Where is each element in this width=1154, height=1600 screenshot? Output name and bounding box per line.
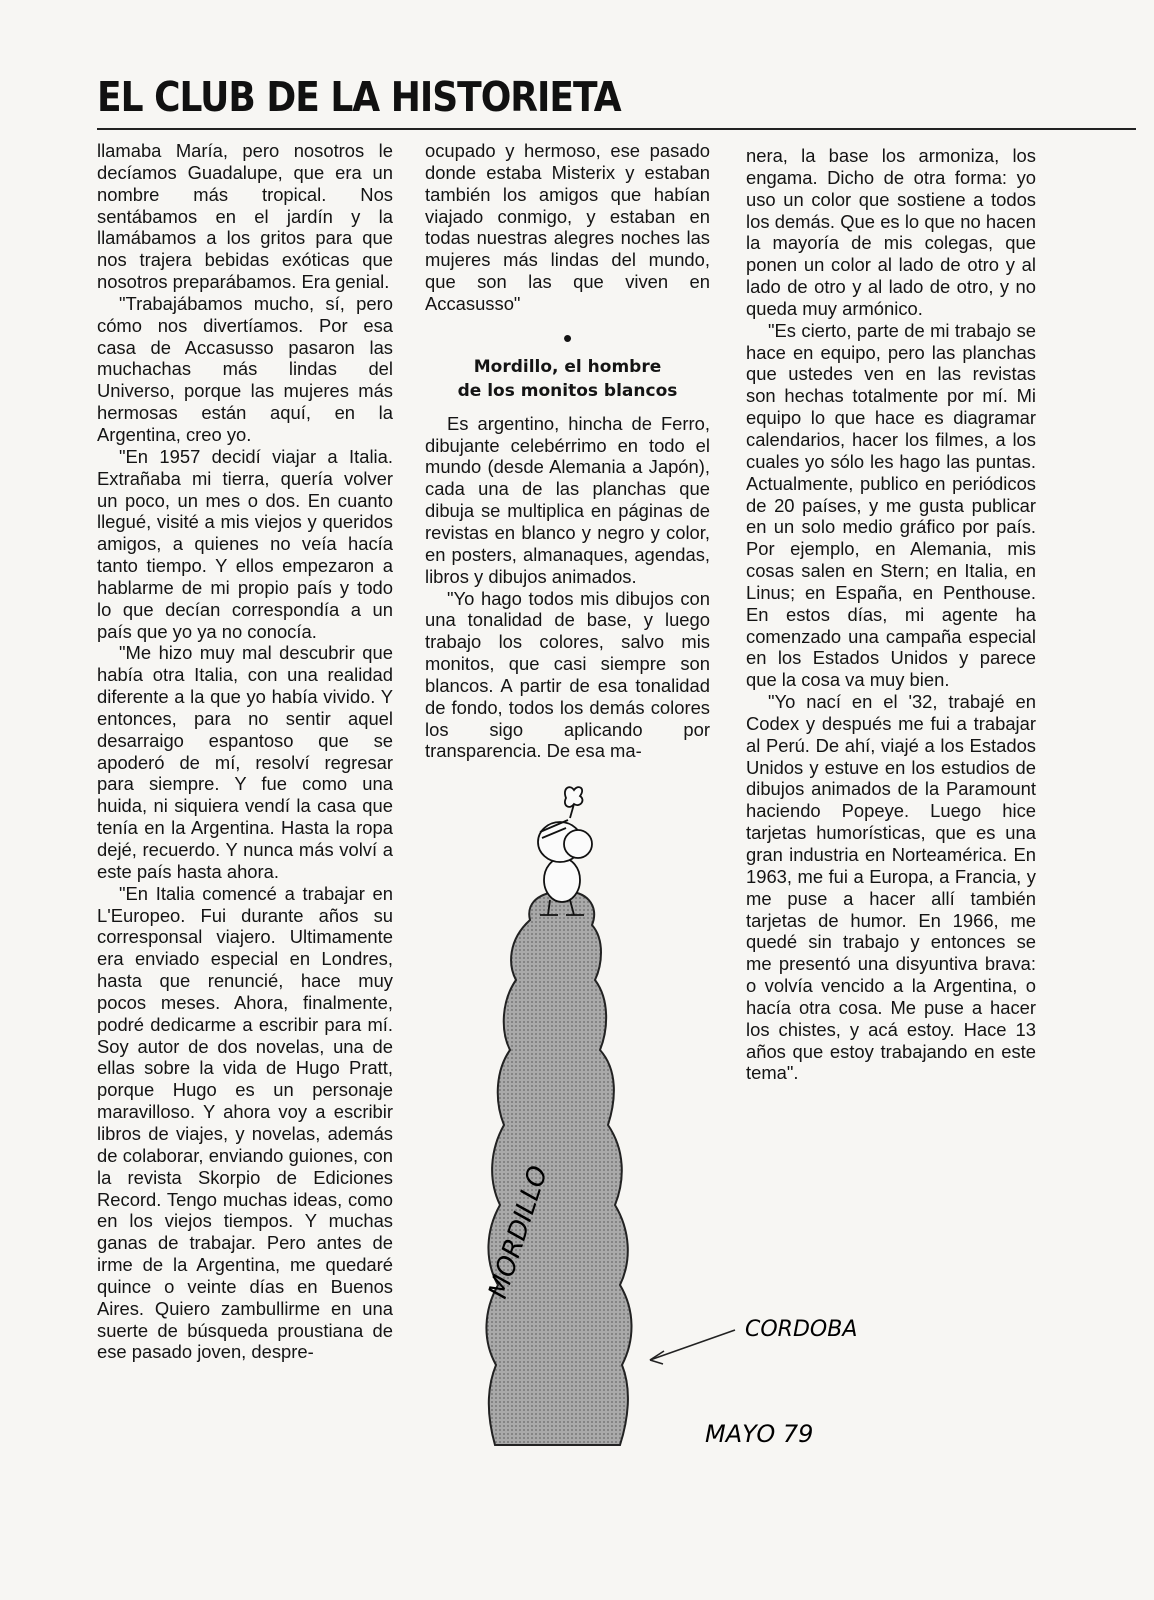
handwritten-date: MAYO 79 xyxy=(705,1420,814,1448)
article-column-1 xyxy=(97,140,393,1363)
paragraph: "Me hizo muy mal descubrir que había otra Italia, con una realidad diferente a la que yo había vivido. Y entonces, para no sentir aquel desarraigo espantoso que se apoderó de mí, resolví regresar para siempre. Y fue como una huida, ni siquiera vendí la casa que tenía en la Argentina. Hasta la ropa dejé, recuerdo. Y nunca más volví a este país hasta ahora. xyxy=(97,642,393,882)
section-header: EL CLUB DE LA HISTORIETA xyxy=(97,74,621,122)
subheading xyxy=(425,355,710,403)
paragraph: nera, la base los armoniza, los engama. Dicho de otra forma: yo uso un color que sostiene a todos los demás. Que es lo que no hacen la mayoría de mis colegas, que ponen un color al lado de otro y al lado de otro y al lado de otro, y no queda muy armónico. xyxy=(746,145,1036,319)
subheading-line-2: de los monitos blancos xyxy=(457,380,678,401)
paragraph: Es argentino, hincha de Ferro, dibujante celebérrimo en todo el mundo (desde Alemania a Japón), cada una de las planchas que dibuja se multiplica en páginas de revistas en blanco y negro y color, en posters, almanaques, agendas, libros y dibujos animados. xyxy=(425,412,710,587)
article-column-2 xyxy=(425,140,710,762)
arrow xyxy=(650,1330,735,1360)
mordillo-cartoon-illustration xyxy=(470,780,870,1470)
paragraph: "Es cierto, parte de mi trabajo se hace en equipo, pero las planchas que ustedes ven en las revistas son hechas totalmente por mí. Mi equipo lo que hace es diagramar calendarios, hacer los filmes, a los cuales yo sólo les hago las puntas. Actualmente, publico en periódicos de 20 países, y me gusta publicar en un solo medio gráfico por país. Por ejemplo, en Alemania, mis cosas salen en Stern; en Italia, en Linus; en España, en Penthouse. En estos días, mi agente ha comenzado una campaña especial en los Estados Unidos y parece que la cosa va muy bien. xyxy=(746,319,1036,691)
artist-signature: MORDILLO xyxy=(483,1162,555,1303)
paragraph: llamaba María, pero nosotros le decíamos Guadalupe, que era un nombre más tropical. Nos sentábamos en el jardín y la llamábamos a los gritos para que nos trajera bebidas exóticas que nosotros preparábamos. Era genial. xyxy=(97,140,393,293)
rock-column xyxy=(486,892,631,1445)
paragraph: "En 1957 decidí viajar a Italia. Extrañaba mi tierra, quería volver un poco, un mes o dos. En cuanto llegué, visité a mis viejos y queridos amigos, a quienes no veía hacía tanto tiempo. Y ellos empezaron a hablarme de mi propio país y todo lo que decían correspondía a un país que yo ya no conocía. xyxy=(97,445,393,642)
handwritten-place: CORDOBA xyxy=(745,1317,858,1342)
subheading-line-1: Mordillo, el hombre xyxy=(473,356,662,377)
paragraph: ocupado y hermoso, ese pasado donde estaba Misterix y estaban también los amigos que habían viajado conmigo, y estaban en todas nuestras alegres noches las mujeres más lindas del mundo, que son las que viven en Accasusso" xyxy=(425,140,710,314)
paragraph: "Yo nací en el '32, trabajé en Codex y después me fui a trabajar al Perú. De ahí, viajé a los Estados Unidos y estuve en los estudios de dibujos animados de la Paramount haciendo Popeye. Luego hice tarjetas humorísticas, que es una gran industria en Norteamérica. En 1963, me fui a Europa, a Francia, y me puse a hacer allí también tarjetas de humor. En 1966, me quedé sin trabajo y entonces se me presentó una disyuntiva brava: o volvía vencido a la Argentina, o hacía otra cosa. Me puse a hacer los chistes, y acá estoy. Hace 13 años que estoy trabajando en este tema". xyxy=(746,691,1036,1084)
paragraph: "En Italia comencé a trabajar en L'Europeo. Fui durante años su corresponsal viajero. Ultimamente era enviado especial en Londres, hasta que renuncié, hace muy pocos meses. Ahora, finalmente, podré dedicarme a escribir para mí. Soy autor de dos novelas, una de ellas sobre la vida de Hugo Pratt, porque Hugo es un personaje maravilloso. Y ahora voy a escribir libros de viajes, y novelas, además de colaborar, enviando guiones, con la revista Skorpio de Ediciones Record. Tengo muchas ideas, como en los viejos tiempos. Y muchas ganas de trabajar. Pero antes de irme de la Argentina, me quedaré quince o veinte días en Buenos Aires. Quiero zambullirme en una suerte de búsqueda proustiana de ese pasado joven, despre- xyxy=(97,882,393,1363)
paragraph: "Yo hago todos mis dibujos con una tonalidad de base, y luego trabajo los colores, salvo mis monitos, que casi siempre son blancos. A partir de esa tonalidad de fondo, todos los demás colores los sigo aplicando por transparencia. De esa ma- xyxy=(425,587,710,762)
section-bullet: • xyxy=(562,322,573,353)
paragraph: "Trabajábamos mucho, sí, pero cómo nos divertíamos. Por esa casa de Accasusso pasaron las muchachas más lindas del Universo, porque las mujeres más hermosas están aquí, en la Argentina, creo yo. xyxy=(97,292,393,445)
header-rule xyxy=(97,128,1136,130)
